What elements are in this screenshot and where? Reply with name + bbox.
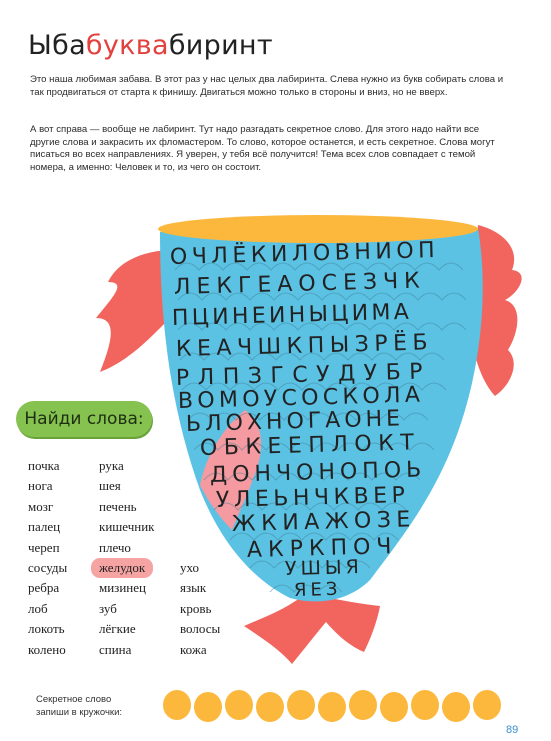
grid-row: ОЧЛЁКИЛОВНИОП [169,237,440,270]
secret-label-line-2: запиши в кружочки: [36,707,123,718]
grid-row: ВОМОУСОСКОЛА [177,382,425,414]
word-item: спина [99,641,132,657]
word-item: палец [28,519,61,535]
grid-row: ОБКЕЕПЛОКТ [199,430,421,461]
word-item: лоб [28,600,48,616]
secret-letter-circle[interactable] [163,690,191,720]
secret-word-label [36,693,122,719]
secret-letter-circle[interactable] [349,690,377,720]
word-item: мозг [28,498,54,514]
word-item: плечо [99,539,131,555]
word-item: кровь [180,600,212,616]
word-item: шея [99,478,121,494]
title-accent: буква [85,30,169,61]
grid-row: РЛПЗГСУДУБР [175,359,432,391]
secret-letter-circle[interactable] [442,692,470,722]
grid-row: КЕАЧШКПЫЗРЁБ [175,330,434,362]
word-item: зуб [99,600,117,616]
word-item: язык [180,580,207,596]
grid-row: ДОНЧОНОПОЬ [209,457,427,488]
grid-row: ЯЕЗ [293,578,342,601]
word-item-highlighted [99,558,155,578]
find-words-label: Найди слова: [24,409,144,429]
word-item: ухо [180,560,200,575]
word-item: кишечник [99,519,155,535]
word-item: сосуды [28,560,68,576]
intro-paragraph: Это наша любимая забава. В этот раз у нас целых два лабиринта. Слева нужно из букв собирать слова и так продвигаться от старта к финишу. Двигаться можно только в стороны и вниз, но не вверх. [30,74,504,98]
highlighted-word: желудок [91,558,153,578]
left-fin [96,250,168,372]
word-item: почка [28,458,60,473]
title-part-2: биринт [168,30,273,61]
secret-letter-circle[interactable] [380,692,408,722]
word-item: мизинец [99,580,146,596]
title-part-1: Ыба [28,30,86,61]
bottom-fin [244,596,380,664]
word-item: печень [99,498,137,514]
grid-row: ЖКИАЖОЗЕ [231,507,417,537]
secret-letter-circle[interactable] [411,690,439,720]
page-number: 89 [506,724,519,736]
word-item: ребра [28,580,60,596]
fish-top-rim [158,215,478,243]
secret-letter-circle[interactable] [194,692,222,722]
secret-letter-circle[interactable] [225,690,253,720]
word-item: локоть [28,621,65,637]
secret-letter-circle[interactable] [287,690,315,720]
word-item: лёгкие [99,621,136,637]
grid-row: ЬЛОХНОГАОНЕ [185,406,405,437]
find-words-badge [16,401,152,437]
secret-letter-circle[interactable] [256,692,284,722]
word-item: волосы [180,621,221,637]
word-item: череп [28,539,60,555]
word-item: нога [28,478,53,494]
grid-row: УШЫЯ [284,555,364,580]
grid-row: АКРКПОЧ [246,534,398,563]
grid-row: УЛЕЬНЧКВЕР [215,482,410,513]
fish-body [160,222,483,601]
word-item: кожа [180,641,207,657]
secret-letter-circle[interactable] [318,692,346,722]
secret-letter-circle[interactable] [473,690,501,720]
words-column-1 [28,456,67,660]
word-item: колено [28,641,66,657]
word-item: рука [99,458,124,473]
words-column-2 [99,456,155,660]
grid-row: ПЦИНЕИНЫЦИМА [171,299,413,331]
secret-label-line-1: Секретное слово [36,694,112,705]
instructions-paragraph: А вот справа — вообще не лабиринт. Тут надо разгадать секретное слово. Для этого надо найти все другие слова и закрасить их фломастером. То слово, которое останется, и есть секретное. Слова могут писаться во всех направлениях. Я уверен, у тебя всё получится! Тема всех слов совпадает с темой номера, а именно: Человек и то, из чего он состоит. [30,124,495,173]
grid-row: ЛЕКГЕАОСЕЗЧК [173,268,427,300]
words-column-3 [180,558,220,660]
